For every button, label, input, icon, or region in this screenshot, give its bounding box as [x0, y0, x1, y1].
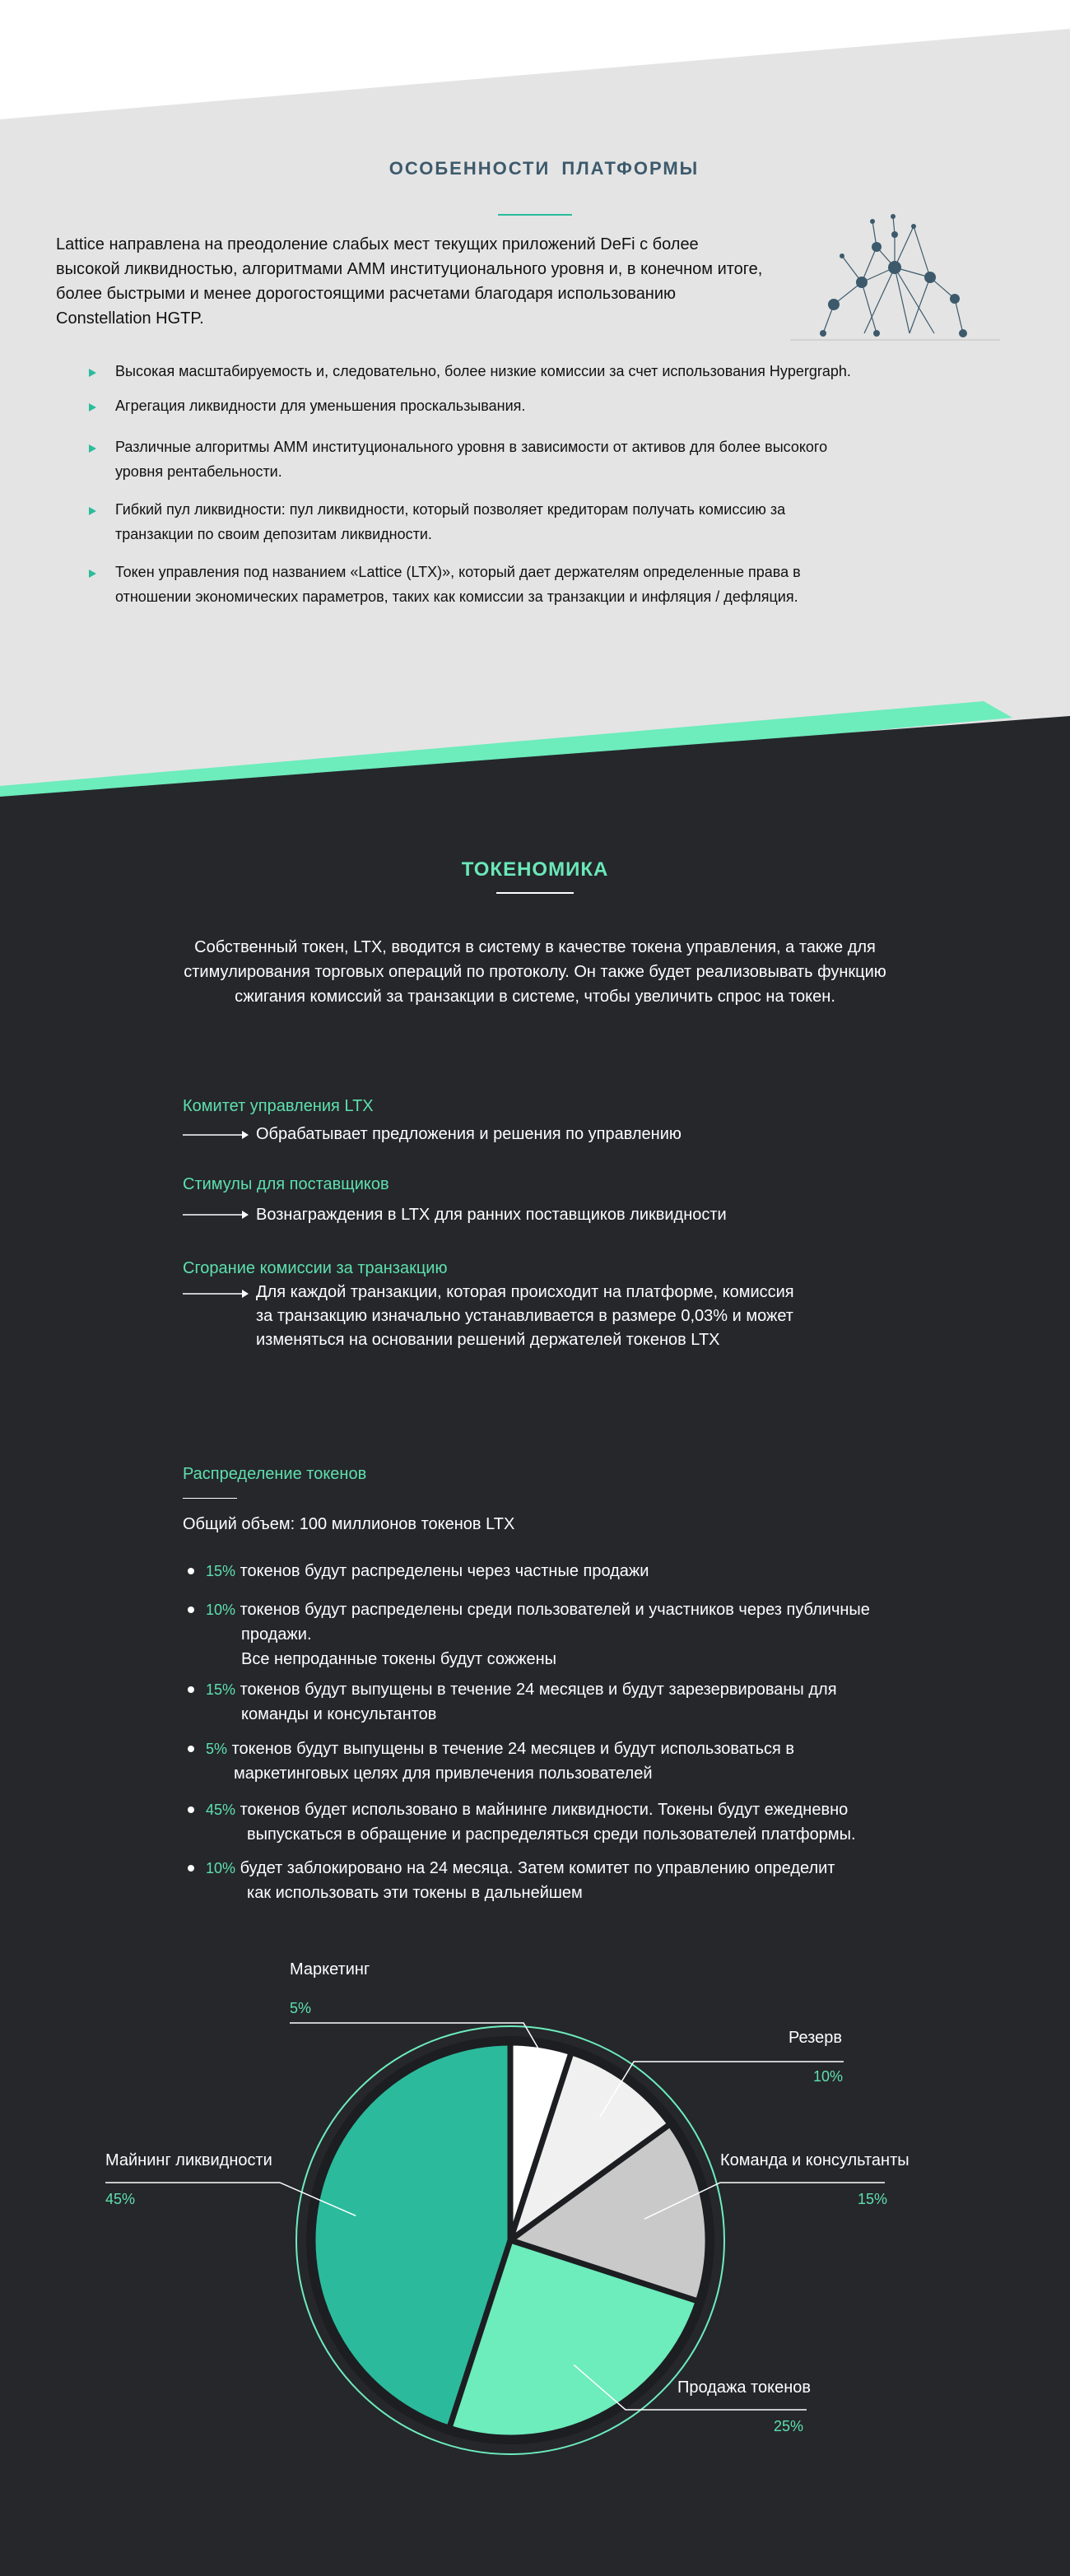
tokenomics-title-underline — [496, 892, 574, 894]
distribution-item: 15% токенов будут распределены через частные продажи — [206, 1562, 649, 1580]
feature-item: Агрегация ликвидности для уменьшения проскальзывания. — [89, 393, 961, 418]
intro-line: высокой ликвидностью, алгоритмами AMM институционального уровня и, в конечном итоге, — [56, 260, 763, 278]
distribution-item: 10% будет заблокировано на 24 месяца. Затем комитет по управлению определит — [206, 1859, 835, 1877]
distribution-item: 10% токенов будут распределены среди пользователей и участников через публичные — [206, 1601, 870, 1619]
feature-item: Токен управления под названием «Lattice (LTX)», который дает держателям определенные права в отношении экономических параметров, таких как комиссии за транзакции и инфляция / дефляция. — [89, 560, 961, 609]
bullet-triangle-icon — [89, 507, 96, 515]
pie-pct-liquidity-mining: 45% — [105, 2191, 136, 2207]
use-label: Комитет управления LTX — [183, 1097, 374, 1115]
arrow-right-icon — [183, 1129, 249, 1141]
intro-line: Lattice направлена на преодоление слабых мест текущих приложений DeFi с более — [56, 235, 699, 253]
use-label: Стимулы для поставщиков — [183, 1175, 389, 1193]
tokenomics-title: ТОКЕНОМИКА — [461, 858, 609, 881]
features-title: ОСОБЕННОСТИ ПЛАТФОРМЫ — [388, 158, 700, 179]
pie-label-reserve: Резерв — [789, 2029, 842, 2047]
distribution-title: Распределение токенов — [183, 1465, 367, 1483]
bullet-triangle-icon — [89, 570, 96, 578]
distribution-item: 5% токенов будут выпущены в течение 24 месяцев и будут использоваться в — [206, 1740, 795, 1758]
use-text: Обрабатывает предложения и решения по управлению — [256, 1125, 682, 1143]
distribution-item: 15% токенов будут выпущены в течение 24 месяцев и будут зарезервированы для — [206, 1681, 837, 1699]
pie-label-token-sale: Продажа токенов — [677, 2378, 811, 2397]
bullet-dot-icon — [188, 1865, 194, 1872]
distribution-total: Общий объем: 100 миллионов токенов LTX — [183, 1515, 515, 1533]
tokenomics-intro: Собственный токен, LTX, вводится в систему в качестве токена управления, а также для стимулирования торговых операций по протоколу. Он также будет реализовывать функцию сжигания комиссий за транзакции в системе, чтобы увеличить спрос на токен. — [184, 938, 886, 1006]
intro-line: более быстрыми и менее дорогостоящими расчетами благодаря использованию — [56, 285, 677, 303]
network-graph-icon — [786, 210, 1004, 342]
arrow-right-icon — [183, 1209, 249, 1221]
pie-pct-marketing: 5% — [290, 2000, 312, 2016]
bullet-triangle-icon — [89, 369, 96, 377]
bullet-dot-icon — [188, 1686, 194, 1693]
bullet-dot-icon — [188, 1568, 194, 1574]
pie-label-team: Команда и консультанты — [720, 2151, 910, 2169]
pie-label-marketing: Маркетинг — [290, 1960, 370, 1978]
features-list — [89, 359, 961, 609]
features-title-underline — [498, 214, 572, 216]
feature-item: Гибкий пул ликвидности: пул ликвидности, который позволяет кредиторам получать комиссию за транзакции по своим депозитам ликвидности. — [89, 497, 961, 546]
distribution-title-underline — [183, 1498, 237, 1499]
bullet-dot-icon — [188, 1746, 194, 1752]
pie-pct-reserve: 10% — [813, 2068, 844, 2085]
intro-line: Constellation HGTP. — [56, 309, 204, 328]
pie-pct-token-sale: 25% — [774, 2418, 804, 2434]
pie-pct-team: 15% — [858, 2191, 888, 2207]
use-label: Сгорание комиссии за транзакцию — [183, 1259, 448, 1277]
use-text: Для каждой транзакции, которая происходит на платформе, комиссия за транзакцию изначально устанавливается в размере 0,03% и может изменяться на основании решений держателей токенов LTX — [256, 1283, 794, 1349]
token-distribution-pie-chart — [0, 1926, 1070, 2469]
feature-item: Высокая масштабируемость и, следовательно, более низкие комиссии за счет использования Hypergraph. — [89, 359, 961, 384]
distribution-item: 45% токенов будет использовано в майнинге ликвидности. Токены будут ежедневно — [206, 1801, 849, 1819]
features-intro — [56, 232, 821, 331]
arrow-right-icon — [183, 1288, 249, 1300]
bullet-dot-icon — [188, 1607, 194, 1613]
bullet-triangle-icon — [89, 444, 96, 453]
bullet-triangle-icon — [89, 403, 96, 412]
feature-item: Различные алгоритмы AMM институционального уровня в зависимости от активов для более высокого уровня рентабельности. — [89, 435, 961, 484]
bullet-dot-icon — [188, 1806, 194, 1813]
pie-label-liquidity-mining: Майнинг ликвидности — [105, 2151, 272, 2169]
use-text: Вознаграждения в LTX для ранних поставщиков ликвидности — [256, 1206, 727, 1224]
